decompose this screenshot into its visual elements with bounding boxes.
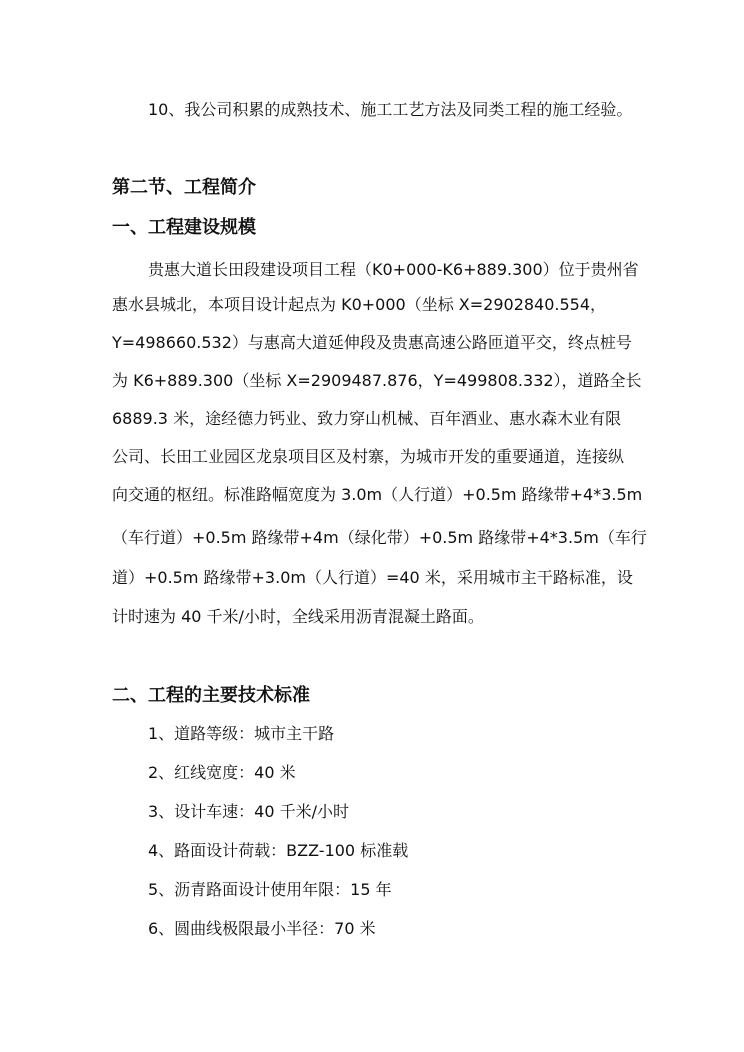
body-line-7: 向交通的枢纽。标准路幅宽度为 3.0m（人行道）+0.5m 路缘带+4*3.5m	[112, 485, 643, 504]
standard-item-3: 3、设计车速：40 千米/小时	[148, 802, 350, 821]
subsection-1-title: 一、工程建设规模	[112, 217, 256, 238]
body-line-1: 贵惠大道长田段建设项目工程（K0+000-K6+889.300）位于贵州省	[148, 260, 639, 279]
body-line-2: 惠水县城北，本项目设计起点为 K0+000（坐标 X=2902840.554，	[112, 295, 607, 314]
body-line-10: 计时速为 40 千米/小时，全线采用沥青混凝土路面。	[112, 607, 484, 626]
standard-item-5: 5、沥青路面设计使用年限：15 年	[148, 880, 392, 899]
standard-item-4: 4、路面设计荷载：BZZ-100 标准载	[148, 841, 409, 860]
standard-item-1: 1、道路等级：城市主干路	[148, 724, 335, 743]
subsection-2-title: 二、工程的主要技术标准	[112, 685, 310, 706]
section-title: 第二节、工程简介	[112, 177, 256, 198]
standard-item-2: 2、红线宽度：40 米	[148, 763, 296, 782]
intro-item: 10、我公司积累的成熟技术、施工工艺方法及同类工程的施工经验。	[148, 100, 633, 119]
standard-item-6: 6、圆曲线极限最小半径：70 米	[148, 919, 376, 938]
body-line-9: 道）+0.5m 路缘带+3.0m（人行道）=40 米，采用城市主干路标准，设	[112, 568, 633, 587]
body-line-8: （车行道）+0.5m 路缘带+4m（绿化带）+0.5m 路缘带+4*3.5m（车行	[112, 528, 647, 547]
body-line-4: 为 K6+889.300（坐标 X=2909487.876，Y=499808.332），道路全长	[112, 371, 642, 390]
body-line-3: Y=498660.532）与惠高大道延伸段及贵惠高速公路匝道平交，终点桩号	[112, 333, 632, 352]
body-line-6: 公司、长田工业园区龙泉项目区及村寨，为城市开发的重要通道，连接纵	[112, 447, 625, 466]
body-line-5: 6889.3 米，途经德力钙业、致力穿山机械、百年酒业、惠水森木业有限	[112, 409, 622, 428]
